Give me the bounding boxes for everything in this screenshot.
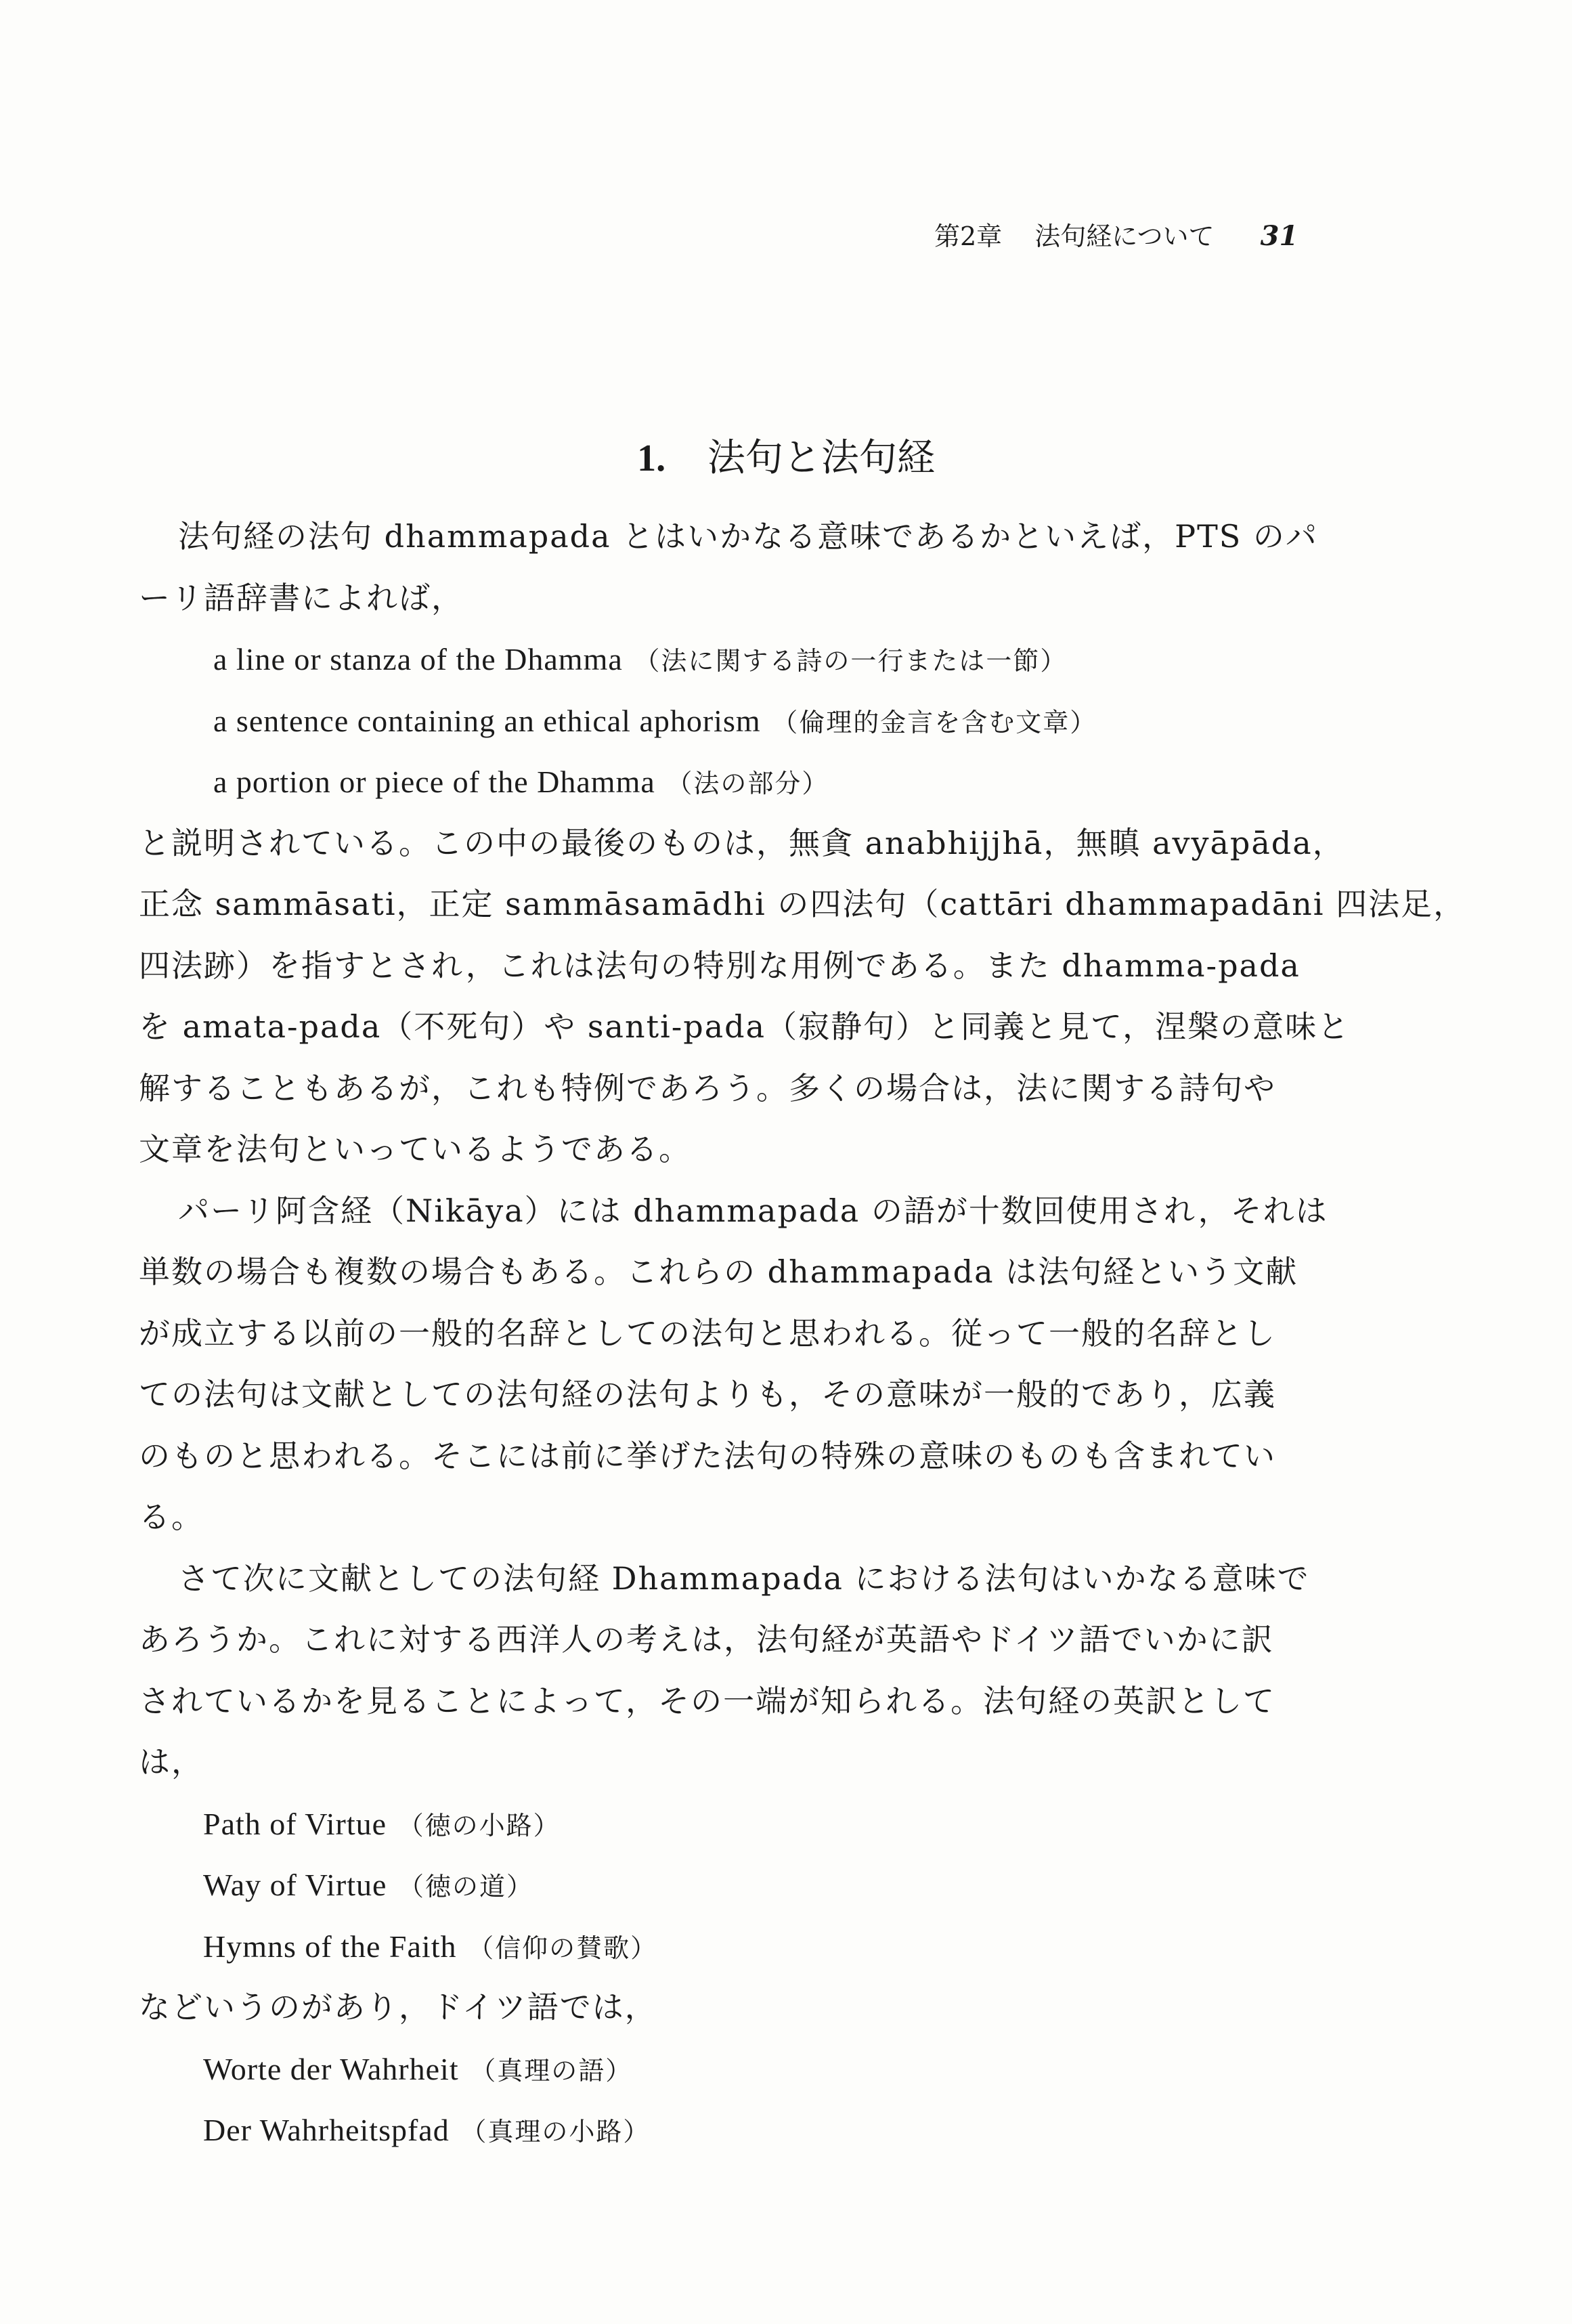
paragraph-2-line: と説明されている。この中の最後のものは，無貪 anabhijjhā，無瞋 avyāpāda， xyxy=(139,825,1345,861)
definition-item xyxy=(213,760,829,803)
paragraph-3-line: パーリ阿含経（Nikāya）には dhammapada の語が十数回使用され，それは xyxy=(178,1192,1328,1229)
german-intro: などいうのがあり，ドイツ語では， xyxy=(139,1989,657,2025)
paragraph-2-line: 正念 sammāsati，正定 sammāsamādhi の四法句（cattāri dhammapadāni 四法足， xyxy=(139,886,1466,922)
paragraph-3-line: る。 xyxy=(139,1499,204,1535)
english-title-item xyxy=(203,1802,561,1845)
english-title-item xyxy=(203,1863,533,1906)
translation-title: Worte der Wahrheit xyxy=(203,2052,459,2086)
paragraph-1-line-2: ーリ語辞書によれば， xyxy=(139,580,464,616)
translation-gloss: （真理の語） xyxy=(470,2056,633,2086)
section-number: 1. xyxy=(637,437,666,479)
translation-gloss: （真理の小路） xyxy=(460,2117,651,2147)
translation-title: Path of Virtue xyxy=(203,1807,387,1841)
paragraph-2-line: 解することもあるが，これも特例であろう。多くの場合は，法に関する詩句や xyxy=(139,1070,1276,1106)
paragraph-3-line: が成立する以前の一般的名辞としての法句と思われる。従って一般的名辞とし xyxy=(139,1315,1276,1352)
page-number: 31 xyxy=(1260,220,1298,252)
paragraph-4-line: さて次に文献としての法句経 Dhammapada における法句はいかなる意味で xyxy=(178,1560,1310,1597)
translation-gloss: （徳の道） xyxy=(398,1872,534,1901)
paragraph-4-line: あろうか。これに対する西洋人の考えは，法句経が英語やドイツ語でいかに訳 xyxy=(139,1621,1274,1658)
paragraph-2-line: 四法跡）を指すとされ，これは法句の特別な用例である。また dhamma-pada xyxy=(139,947,1301,984)
running-head xyxy=(934,215,1298,253)
english-title-item xyxy=(203,1924,657,1968)
paragraph-3-line: ての法句は文献としての法句経の法句よりも，その意味が一般的であり，広義 xyxy=(139,1376,1276,1413)
definition-japanese: （法に関する詩の一行または一節） xyxy=(634,646,1068,676)
translation-gloss: （信仰の賛歌） xyxy=(468,1933,658,1963)
translation-title: Der Wahrheitspfad xyxy=(203,2113,450,2147)
paragraph-3-line: 単数の場合も複数の場合もある。これらの dhammapada は法句経という文献 xyxy=(139,1253,1298,1290)
translation-title: Way of Virtue xyxy=(203,1868,387,1902)
definition-item xyxy=(213,637,1067,681)
translation-title: Hymns of the Faith xyxy=(203,1929,457,1964)
german-title-item xyxy=(203,2047,632,2090)
definition-english: a sentence containing an ethical aphorism xyxy=(213,704,761,738)
definition-english: a portion or piece of the Dhamma xyxy=(213,765,655,799)
definition-item xyxy=(213,699,1097,742)
section-heading xyxy=(0,428,1572,482)
paragraph-4-line: は， xyxy=(139,1744,204,1780)
section-title: 法句と法句経 xyxy=(707,436,935,480)
definition-english: a line or stanza of the Dhamma xyxy=(213,642,623,676)
definition-japanese: （法の部分） xyxy=(666,769,829,798)
german-title-item xyxy=(203,2108,650,2151)
running-head-chapter: 第2章 xyxy=(934,221,1003,251)
translation-gloss: （徳の小路） xyxy=(397,1811,561,1841)
running-head-title: 法句経について xyxy=(1034,221,1215,251)
paragraph-1-line-1: 法句経の法句 dhammapada とはいかなる意味であるかといえば，PTS のパ xyxy=(178,518,1318,555)
paragraph-2-line: 文章を法句といっているようである。 xyxy=(139,1131,691,1167)
paragraph-3-line: のものと思われる。そこには前に挙げた法句の特殊の意味のものも含まれてい xyxy=(139,1438,1276,1474)
definition-japanese: （倫理的金言を含む文章） xyxy=(772,708,1097,737)
paragraph-4-line: されているかを見ることによって，その一端が知られる。法句経の英訳として xyxy=(139,1683,1276,1719)
paragraph-2-line: を amata-pada（不死句）や santi-pada（寂静句）と同義と見て，涅槃の意味と xyxy=(139,1008,1351,1045)
